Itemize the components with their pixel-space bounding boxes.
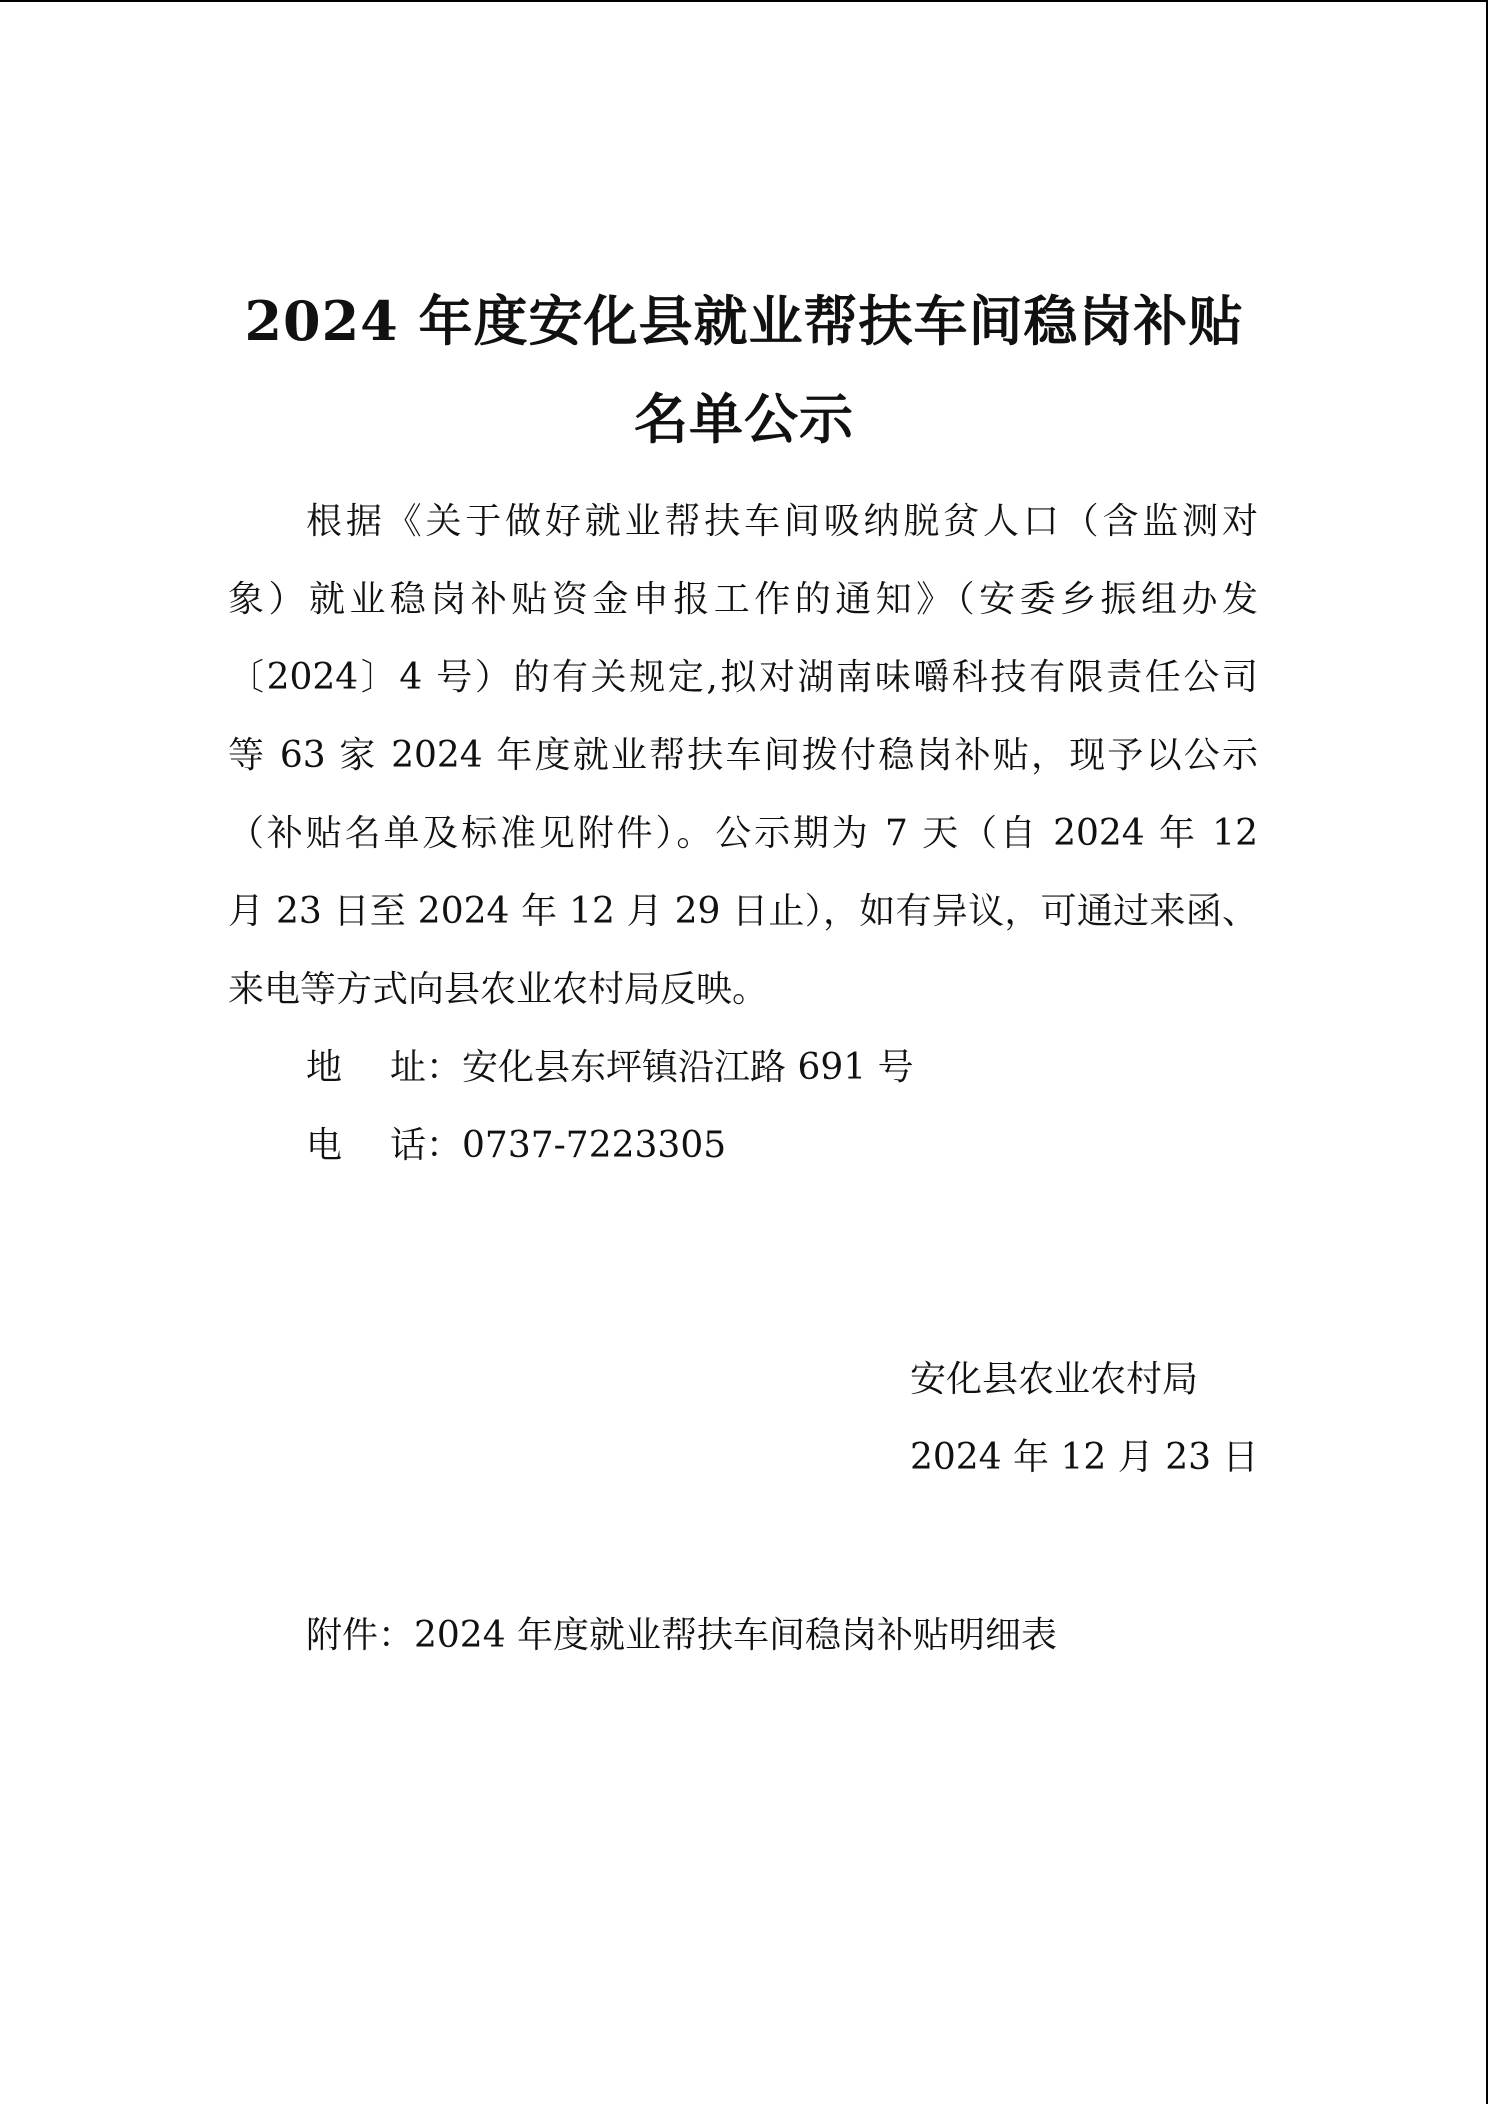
body-paragraph-line: 等 63 家 2024 年度就业帮扶车间拨付稳岗补贴，现予以公示 (228, 735, 1258, 776)
document-title-line-2: 名单公示 (634, 387, 854, 451)
phone-value: 0737-7223305 (462, 1125, 727, 1166)
body-paragraph-line: 月 23 日至 2024 年 12 月 29 日止），如有异议，可通过来函、 (228, 891, 1258, 932)
colon: ： (426, 1125, 463, 1166)
phone-label: 电话 (306, 1125, 426, 1166)
signature-date: 2024 年 12 月 23 日 (910, 1437, 1259, 1478)
body-paragraph-line: 象）就业稳岗补贴资金申报工作的通知》（安委乡振组办发 (228, 579, 1258, 620)
colon: ： (426, 1047, 463, 1088)
body-paragraph-line: 来电等方式向县农业农村局反映。 (228, 969, 769, 1010)
document-title-line-1: 2024 年度安化县就业帮扶车间稳岗补贴 (244, 289, 1244, 353)
attachment-note: 附件：2024 年度就业帮扶车间稳岗补贴明细表 (306, 1615, 1058, 1656)
body-paragraph-line: （补贴名单及标准见附件）。公示期为 7 天（自 2024 年 12 (228, 813, 1258, 854)
body-paragraph-line: 根据《关于做好就业帮扶车间吸纳脱贫人口（含监测对 (306, 501, 1258, 542)
signature-org: 安化县农业农村局 (910, 1359, 1199, 1400)
address-line (306, 1047, 914, 1088)
address-value: 安化县东坪镇沿江路 691 号 (462, 1047, 914, 1088)
body-paragraph-line: 〔2024〕4 号）的有关规定,拟对湖南味嚼科技有限责任公司 (228, 657, 1258, 698)
phone-line (306, 1125, 727, 1166)
address-label: 地址 (306, 1047, 426, 1088)
